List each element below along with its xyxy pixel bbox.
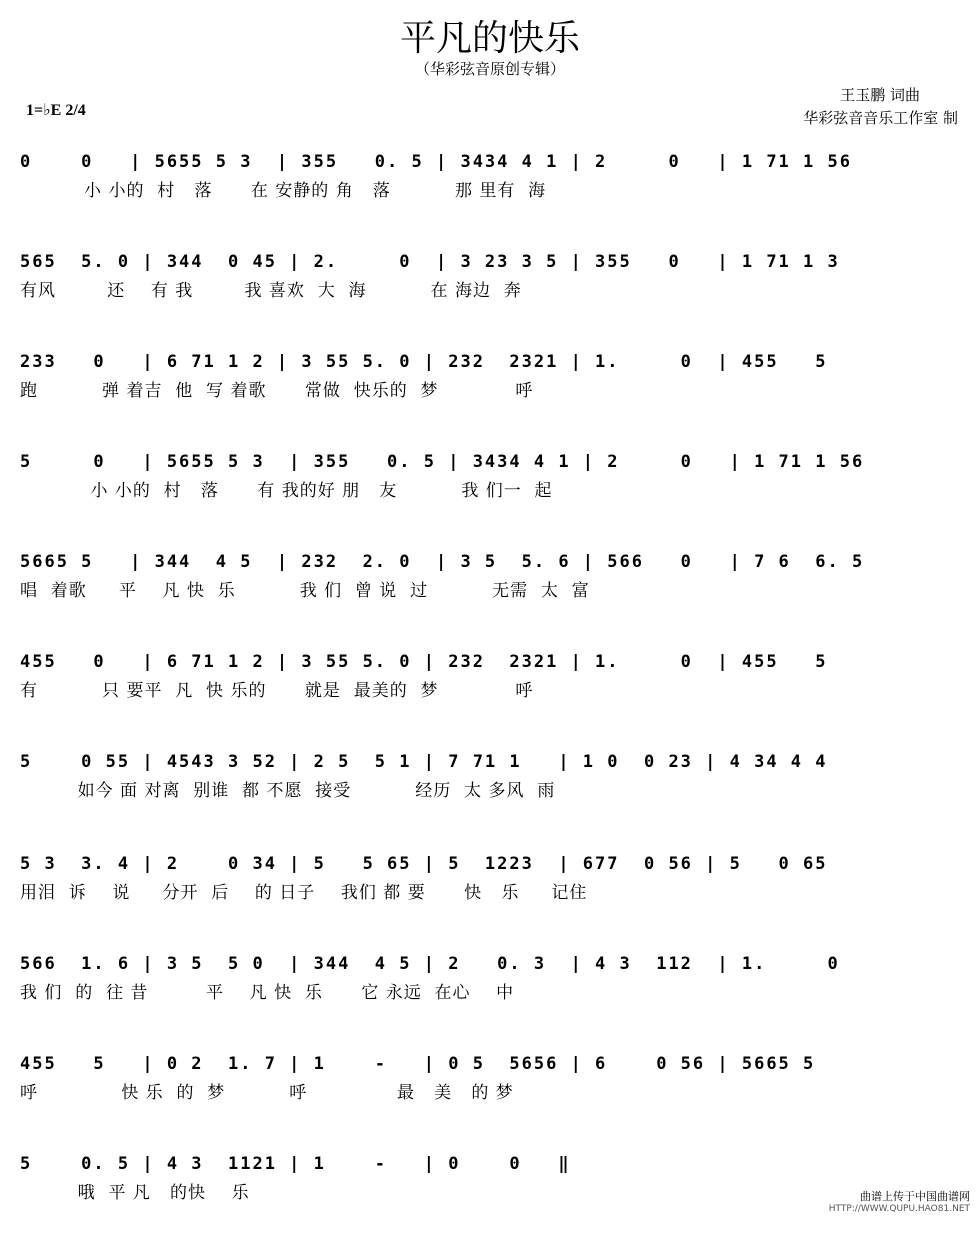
score-row	[0, 542, 980, 642]
score-row	[0, 1044, 980, 1144]
notation-line: 455 5 | 0 2 1. 7 | 1 - | 0 5 5656 | 6 0 56 | 5665 5	[20, 1054, 816, 1074]
credit-lyrics-music: 王玉鹏 词曲	[840, 86, 920, 104]
lyric-line: 哦 平 凡 的快 乐	[20, 1183, 250, 1203]
notation-line: 566 1. 6 | 3 5 5 0 | 344 4 5 | 2 0. 3 | 4 3 112 | 1. 0	[20, 954, 840, 974]
notation-line: 5 0. 5 | 4 3 1121 | 1 - | 0 0 ‖	[20, 1154, 571, 1174]
notation-line: 5 0 | 5655 5 3 | 355 0. 5 | 3434 4 1 | 2 0 | 1 71 1 56	[20, 452, 865, 472]
site-watermark	[829, 1188, 970, 1214]
score-row	[0, 742, 980, 842]
lyric-line: 跑 弹 着吉 他 写 着歌 常做 快乐的 梦 呼	[20, 381, 534, 401]
score-row	[0, 944, 980, 1044]
lyric-line: 如今 面 对离 别谁 都 不愿 接受 经历 太 多风 雨	[20, 781, 556, 801]
lyric-line: 小 小的 村 落 在 安静的 角 落 那 里有 海	[20, 181, 547, 201]
credit-studio: 华彩弦音音乐工作室 制	[803, 109, 958, 127]
song-title: 平凡的快乐	[399, 18, 580, 59]
notation-line: 565 5. 0 | 344 0 45 | 2. 0 | 3 23 3 5 | 355 0 | 1 71 1 3	[20, 252, 840, 272]
lyric-line: 唱 着歌 平 凡 快 乐 我 们 曾 说 过 无需 太 富	[20, 581, 590, 601]
watermark-url: HTTP://WWW.QUPU.HAO81.NET	[828, 1204, 970, 1214]
lyric-line: 呼 快 乐 的 梦 呼 最 美 的 梦	[20, 1083, 514, 1103]
lyric-line: 有风 还 有 我 我 喜欢 大 海 在 海边 奔	[20, 281, 522, 301]
notation-line: 5 3 3. 4 | 2 0 34 | 5 5 65 | 5 1223 | 677 0 56 | 5 0 65	[20, 854, 828, 874]
notation-line: 5665 5 | 344 4 5 | 232 2. 0 | 3 5 5. 6 | 566 0 | 7 6 6. 5	[20, 552, 865, 572]
notation-line: 233 0 | 6 71 1 2 | 3 55 5. 0 | 232 2321 | 1. 0 | 455 5	[20, 352, 828, 372]
score-row	[0, 844, 980, 944]
notation-line: 0 0 | 5655 5 3 | 355 0. 5 | 3434 4 1 | 2 0 | 1 71 1 56	[20, 152, 852, 172]
lyric-line: 用泪 诉 说 分开 后 的 日子 我们 都 要 快 乐 记住	[20, 883, 588, 903]
lyric-line: 有 只 要平 凡 快 乐的 就是 最美的 梦 呼	[20, 681, 534, 701]
lyric-line: 小 小的 村 落 有 我的好 朋 友 我 们一 起	[20, 481, 553, 501]
key-signature: 1=♭E 2/4	[26, 102, 86, 119]
watermark-line: 曲谱上传于中国曲谱网	[860, 1190, 970, 1203]
score-row	[0, 342, 980, 442]
notation-line: 455 0 | 6 71 1 2 | 3 55 5. 0 | 232 2321 | 1. 0 | 455 5	[20, 652, 828, 672]
score-row	[0, 642, 980, 742]
album-subtitle: （华彩弦音原创专辑）	[414, 60, 565, 78]
score-row	[0, 142, 980, 242]
lyric-line: 我 们 的 往 昔 平 凡 快 乐 它 永远 在心 中	[20, 983, 515, 1003]
notation-line: 5 0 55 | 4543 3 52 | 2 5 5 1 | 7 71 1 | 1 0 0 23 | 4 34 4 4	[20, 752, 828, 772]
score-row	[0, 242, 980, 342]
score-row	[0, 442, 980, 542]
